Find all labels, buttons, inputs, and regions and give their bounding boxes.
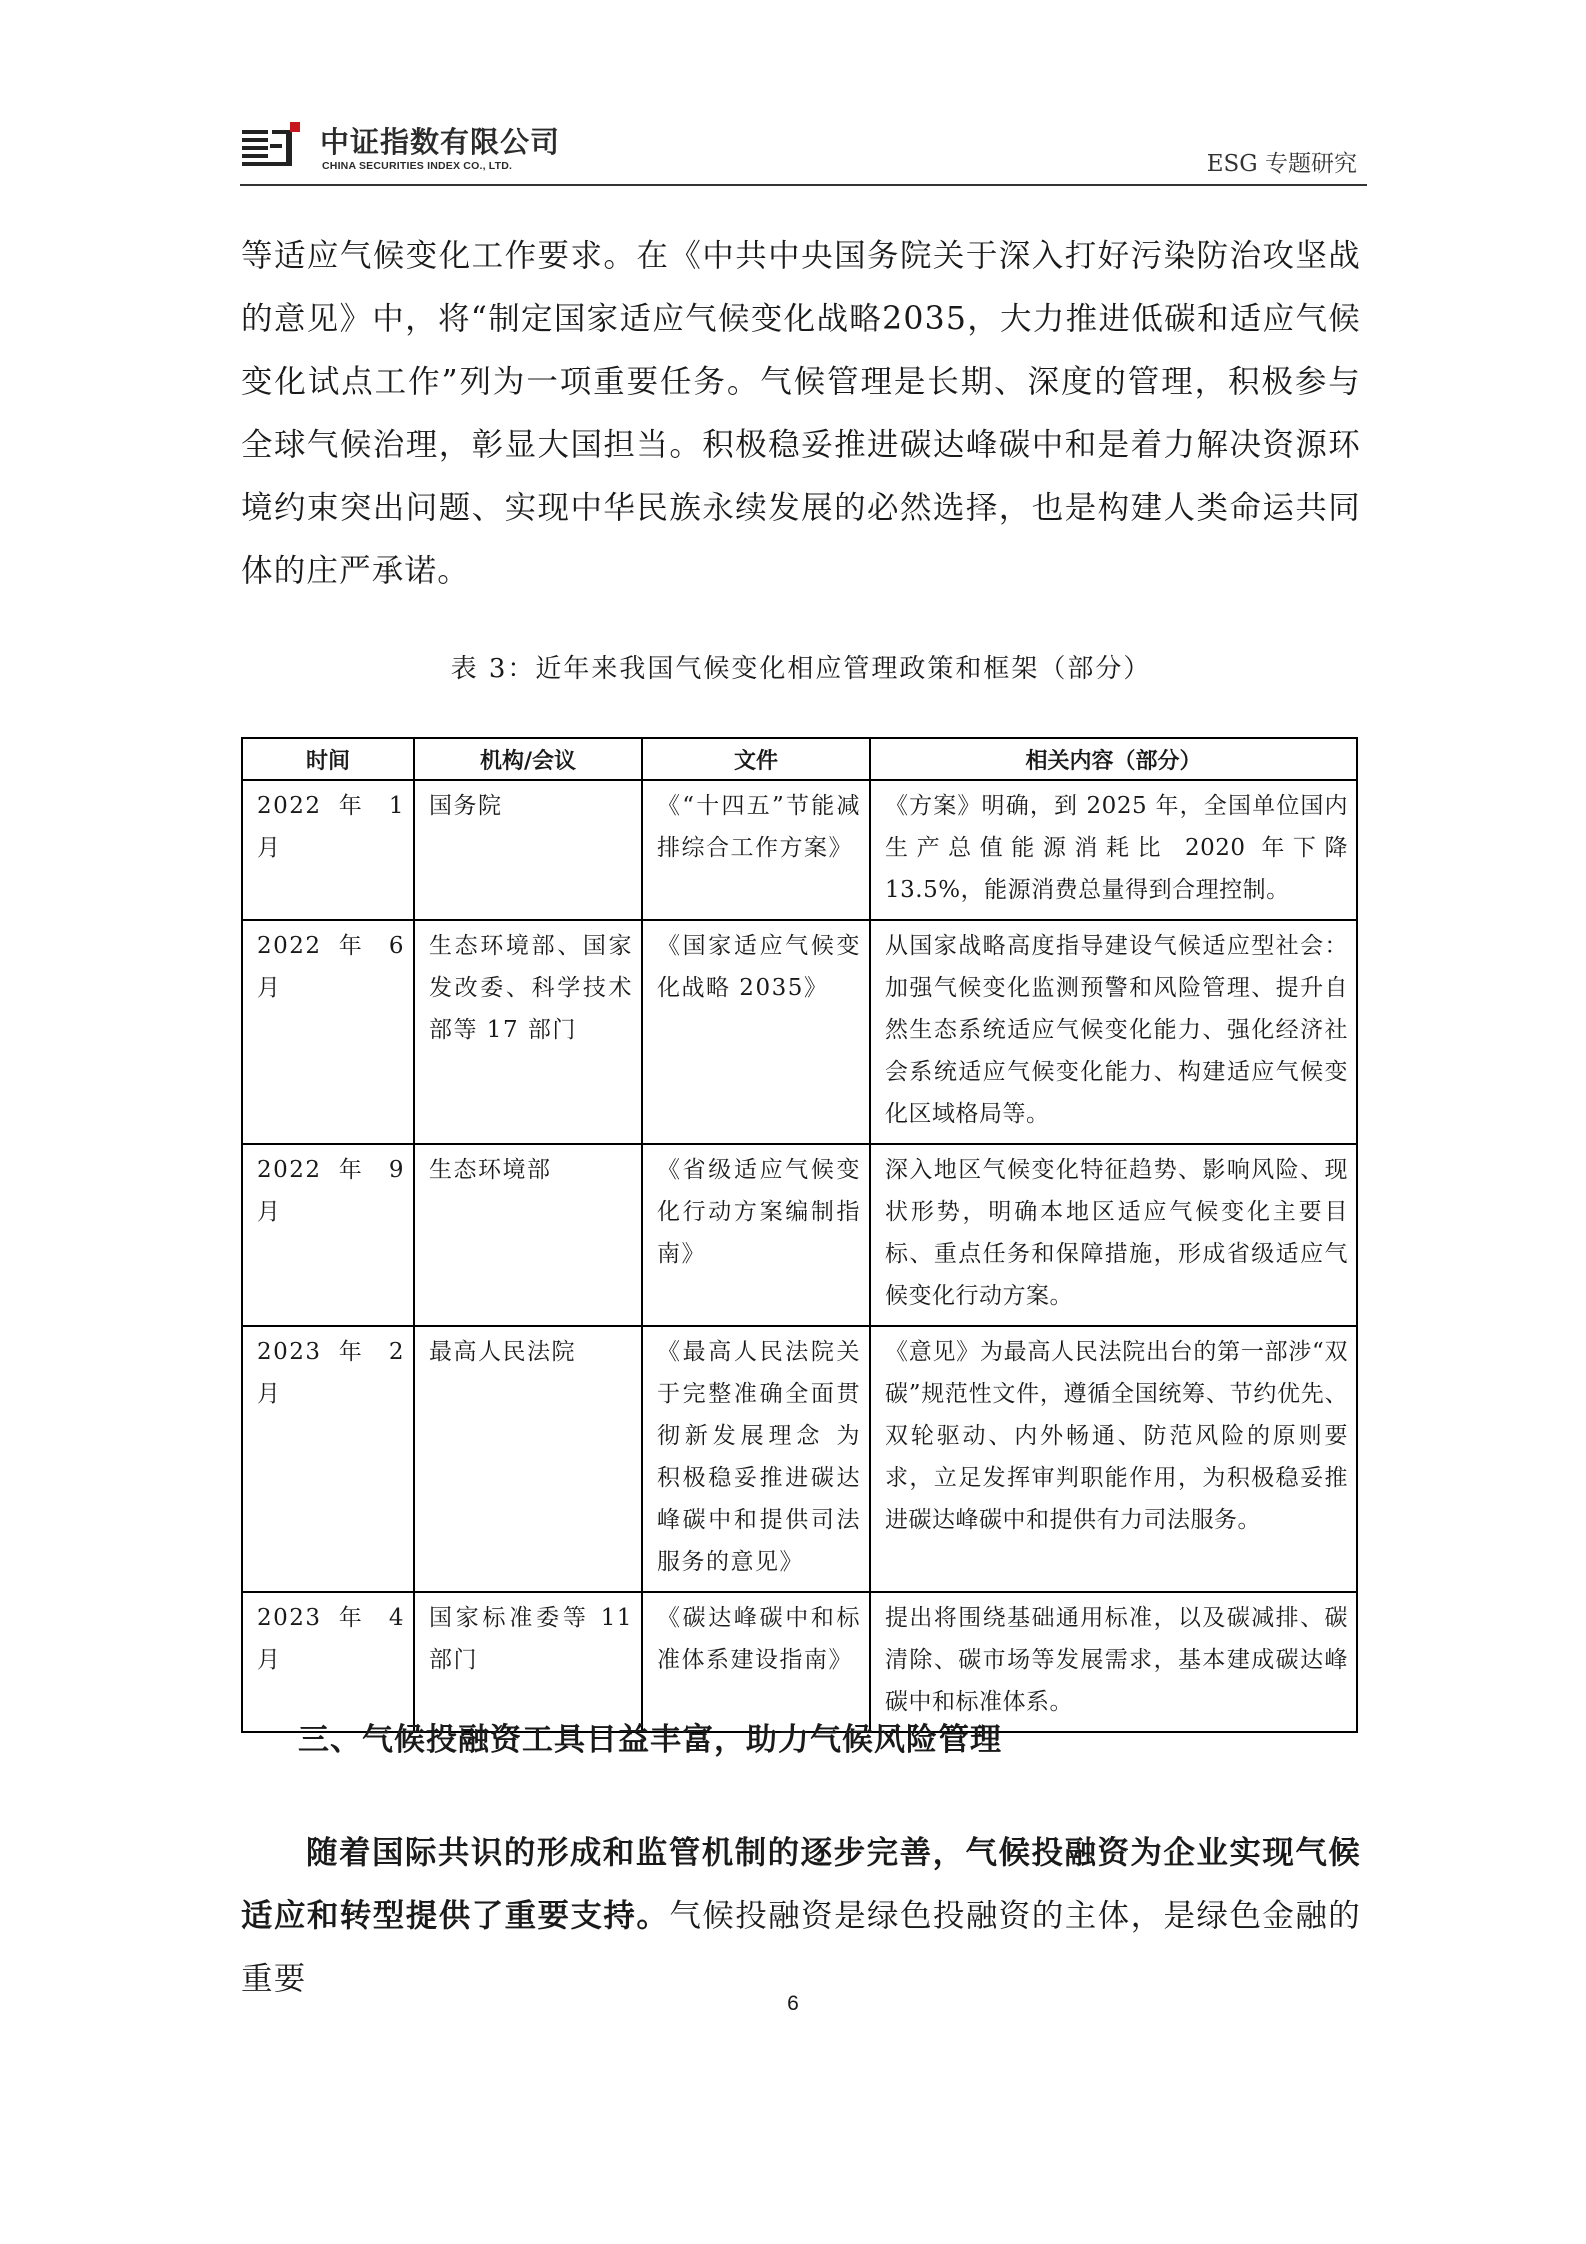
- cell-doc: 《省级适应气候变化行动方案编制指南》: [642, 1144, 870, 1326]
- cell-date: 2023 年 2 月: [242, 1326, 414, 1592]
- cell-content: 深入地区气候变化特征趋势、影响风险、现状形势，明确本地区适应气候变化主要目标、重点任务和保障措施，形成省级适应气候变化行动方案。: [870, 1144, 1357, 1326]
- column-header-content: 相关内容（部分）: [870, 738, 1357, 780]
- cell-doc: 《最高人民法院关于完整准确全面贯彻新发展理念 为积极稳妥推进碳达峰碳中和提供司法服务的意见》: [642, 1326, 870, 1592]
- column-header-doc: 文件: [642, 738, 870, 780]
- column-header-date: 时间: [242, 738, 414, 780]
- column-header-org: 机构/会议: [414, 738, 642, 780]
- company-name-cn: 中证指数有限公司: [320, 125, 561, 159]
- cell-date: 2022 年 1 月: [242, 780, 414, 920]
- cell-content: 提出将围绕基础通用标准，以及碳减排、碳清除、碳市场等发展需求，基本建成碳达峰碳中和标准体系。: [870, 1592, 1357, 1732]
- cell-date: 2022 年 9 月: [242, 1144, 414, 1326]
- cell-doc: 《“十四五”节能减排综合工作方案》: [642, 780, 870, 920]
- cell-content: 《方案》明确，到 2025 年，全国单位国内生产总值能源消耗比 2020 年下降 13.5%，能源消费总量得到合理控制。: [870, 780, 1357, 920]
- cell-content: 从国家战略高度指导建设气候适应型社会：加强气候变化监测预警和风险管理、提升自然生态系统适应气候变化能力、强化经济社会系统适应气候变化能力、构建适应气候变化区域格局等。: [870, 920, 1357, 1144]
- cell-date: 2023 年 4 月: [242, 1592, 414, 1732]
- company-logo: [240, 120, 580, 180]
- closing-paragraph-bold-lead: 随着国际共识的形成和监管机制的逐步完善，气候投融资为企业实现气候适应和转型提供了重要支持。: [241, 1835, 1361, 1934]
- cell-org: 国家标准委等 11 部门: [414, 1592, 642, 1732]
- csi-logo-icon: [240, 122, 304, 174]
- closing-paragraph-rest: 气候投融资是绿色投融资的主体，是绿色金融的重要: [241, 1898, 1361, 1997]
- cell-org: 生态环境部: [414, 1144, 642, 1326]
- cell-org: 国务院: [414, 780, 642, 920]
- cell-doc: 《碳达峰碳中和标准体系建设指南》: [642, 1592, 870, 1732]
- closing-paragraph: [241, 1822, 1361, 2011]
- cell-content: 《意见》为最高人民法院出台的第一部涉“双碳”规范性文件，遵循全国统筹、节约优先、双轮驱动、内外畅通、防范风险的原则要求，立足发挥审判职能作用，为积极稳妥推进碳达峰碳中和提供有力司法服务。: [870, 1326, 1357, 1592]
- table-row: [242, 920, 1357, 1144]
- page-header: [240, 108, 1367, 186]
- page-number: 6: [787, 1992, 799, 2015]
- intro-paragraph: 等适应气候变化工作要求。在《中共中央国务院关于深入打好污染防治攻坚战的意见》中，将“制定国家适应气候变化战略2035，大力推进低碳和适应气候变化试点工作”列为一项重要任务。气候管理是长期、深度的管理，积极参与全球气候治理，彰显大国担当。积极稳妥推进碳达峰碳中和是着力解决资源环境约束突出问题、实现中华民族永续发展的必然选择，也是构建人类命运共同体的庄严承诺。: [241, 238, 1361, 589]
- table-row: [242, 780, 1357, 920]
- cell-date: 2022 年 6 月: [242, 920, 414, 1144]
- table-row: [242, 1326, 1357, 1592]
- report-type-label: ESG 专题研究: [1206, 151, 1357, 177]
- table-header-row: [242, 738, 1357, 780]
- table-row: [242, 1592, 1357, 1732]
- table-row: [242, 1144, 1357, 1326]
- company-name-en: CHINA SECURITIES INDEX CO., LTD.: [322, 160, 513, 172]
- cell-org: 最高人民法院: [414, 1326, 642, 1592]
- policy-table: [241, 737, 1358, 1733]
- table-caption: 表 3：近年来我国气候变化相应管理政策和框架（部分）: [450, 654, 1152, 684]
- cell-doc: 《国家适应气候变化战略 2035》: [642, 920, 870, 1144]
- cell-org: 生态环境部、国家发改委、科学技术部等 17 部门: [414, 920, 642, 1144]
- section-heading: 三、气候投融资工具日益丰富，助力气候风险管理: [298, 1722, 1002, 1758]
